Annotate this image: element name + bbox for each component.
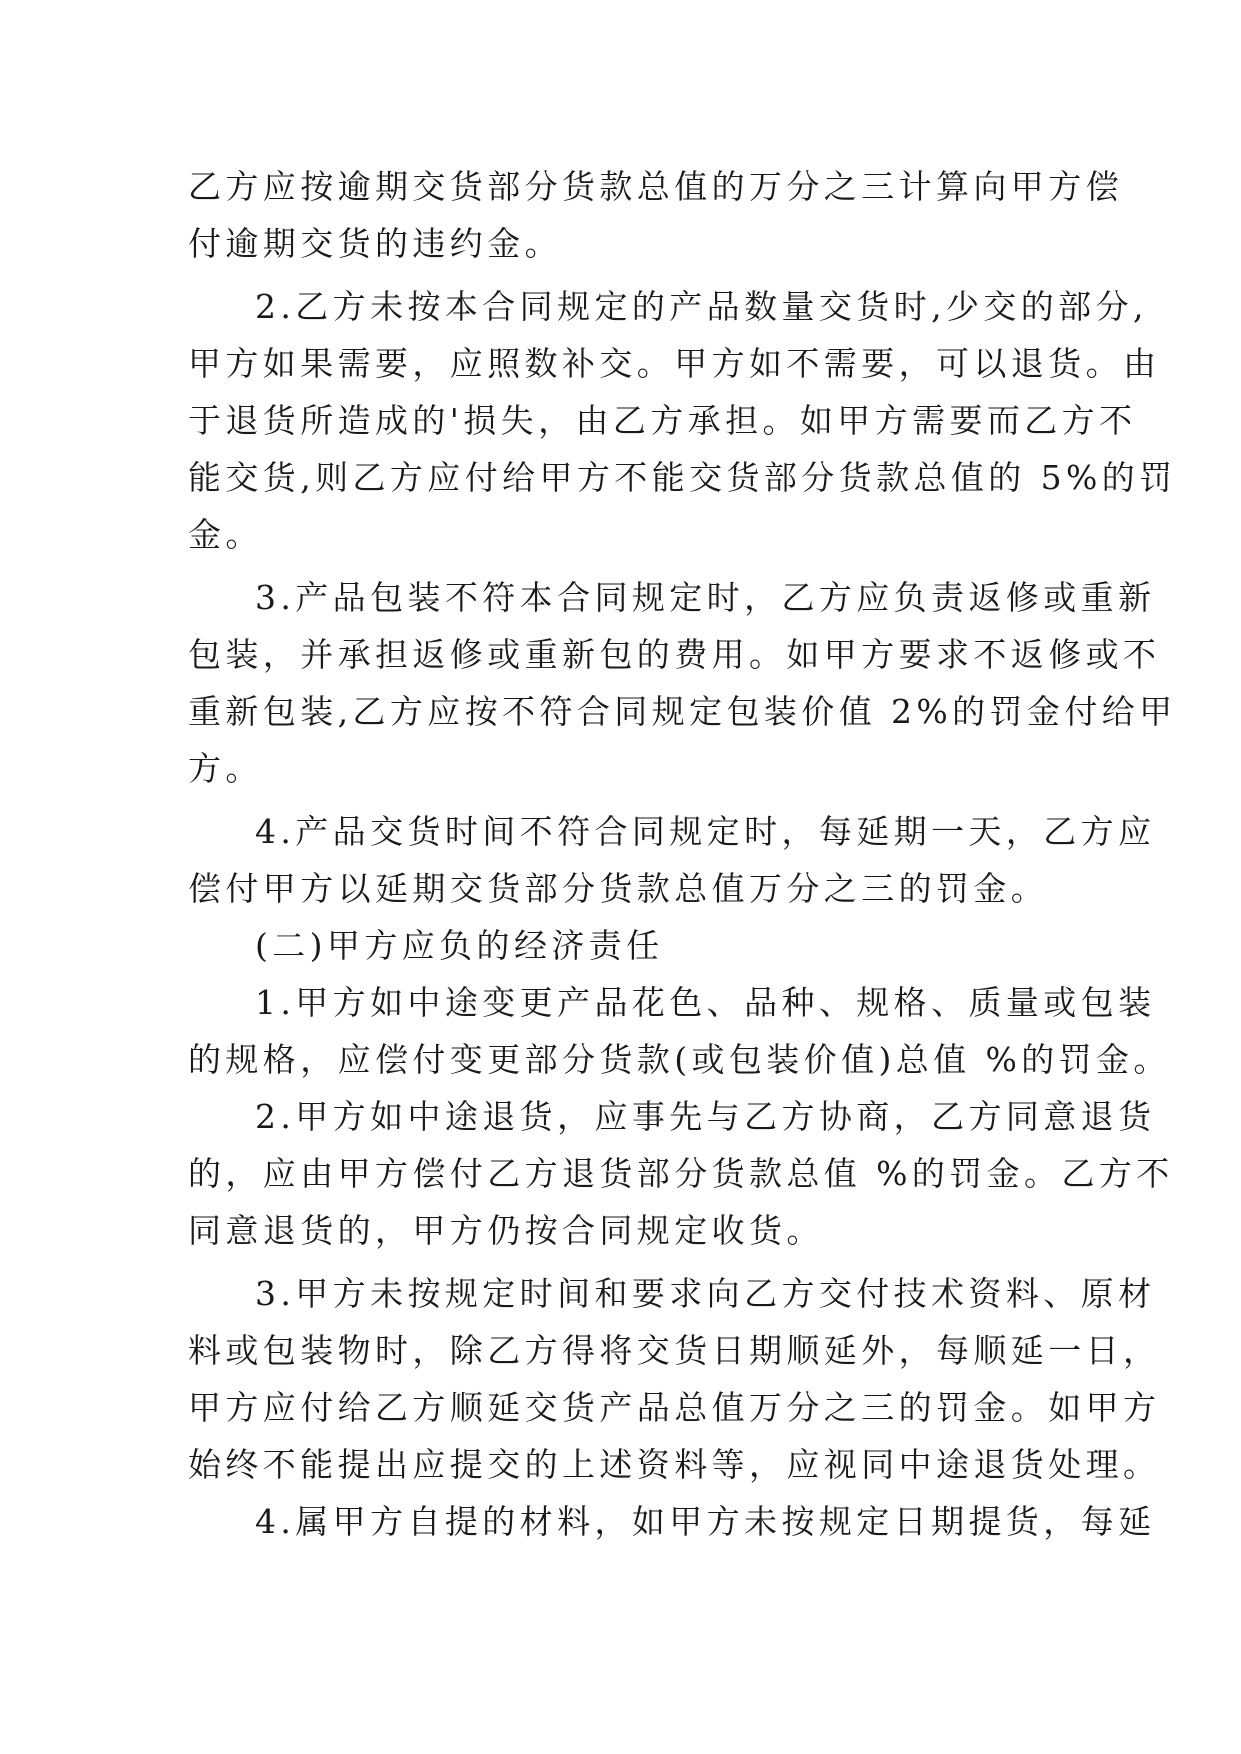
text-line: 方。 bbox=[188, 749, 263, 788]
paragraph-start-line: 3.甲方未按规定时间和要求向乙方交付技术资料、原材 bbox=[255, 1274, 1156, 1313]
text-line: 料或包装物时，除乙方得将交货日期顺延外，每顺延一日， bbox=[188, 1331, 1161, 1370]
paragraph-start-line: 1.甲方如中途变更产品花色、品种、规格、质量或包装 bbox=[255, 983, 1156, 1022]
text-line: 能交货,则乙方应付给甲方不能交货部分货款总值的 5%的罚 bbox=[188, 458, 1177, 497]
text-line: 同意退货的，甲方仍按合同规定收货。 bbox=[188, 1211, 824, 1250]
text-line: 偿付甲方以延期交货部分货款总值万分之三的罚金。 bbox=[188, 869, 1049, 908]
text-line: 的，应由甲方偿付乙方退货部分货款总值 %的罚金。乙方不 bbox=[188, 1154, 1174, 1193]
text-line: 于退货所造成的'损失，由乙方承担。如甲方需要而乙方不 bbox=[188, 401, 1137, 440]
paragraph-start-line: 4.产品交货时间不符合同规定时，每延期一天，乙方应 bbox=[255, 812, 1156, 851]
text-line: 金。 bbox=[188, 515, 263, 554]
paragraph-start-line: 2.甲方如中途退货，应事先与乙方协商，乙方同意退货 bbox=[255, 1097, 1156, 1136]
paragraph-start-line: 3.产品包装不符本合同规定时，乙方应负责返修或重新 bbox=[255, 578, 1156, 617]
text-line: 付逾期交货的违约金。 bbox=[188, 224, 562, 263]
text-line: 的规格，应偿付变更部分货款(或包装价值)总值 %的罚金。 bbox=[188, 1040, 1171, 1079]
text-line: 重新包装,乙方应按不符合同规定包装价值 2%的罚金付给甲 bbox=[188, 692, 1177, 731]
paragraph-start-line: 2.乙方未按本合同规定的产品数量交货时,少交的部分, bbox=[255, 287, 1148, 326]
text-line: 甲方如果需要，应照数补交。甲方如不需要，可以退货。由 bbox=[188, 344, 1161, 383]
text-line: 包装，并承担返修或重新包的费用。如甲方要求不返修或不 bbox=[188, 635, 1161, 674]
text-line: 始终不能提出应提交的上述资料等，应视同中途退货处理。 bbox=[188, 1445, 1161, 1484]
text-line: 乙方应按逾期交货部分货款总值的万分之三计算向甲方偿 bbox=[188, 167, 1123, 206]
text-line: 甲方应付给乙方顺延交货产品总值万分之三的罚金。如甲方 bbox=[188, 1388, 1161, 1427]
section-heading: (二)甲方应负的经济责任 bbox=[255, 926, 664, 965]
paragraph-start-line: 4.属甲方自提的材料，如甲方未按规定日期提货，每延 bbox=[255, 1502, 1156, 1541]
document-body bbox=[188, 158, 1177, 1550]
